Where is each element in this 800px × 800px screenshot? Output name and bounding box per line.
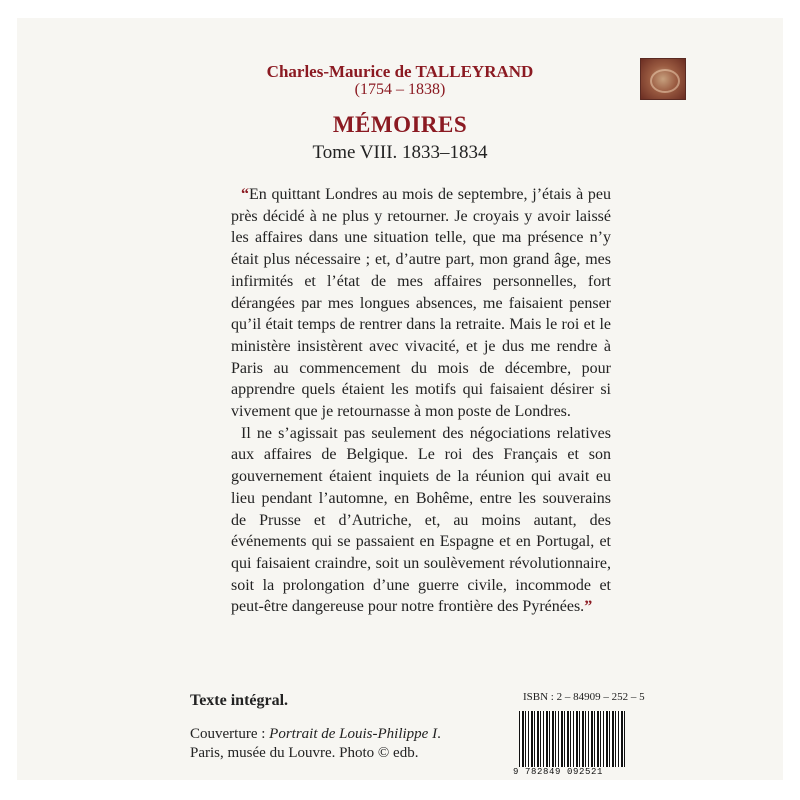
barcode-icon — [519, 711, 625, 767]
cover-suffix: . — [437, 726, 441, 742]
book-back-cover — [17, 18, 783, 780]
paragraph-2-text: Il ne s’agissait pas seulement des négociations relatives aux affaires de Belgique. Le roi des Français et son gouvernement étaient inquiets de la réunion qui avait eu lieu pendant l’automne, en Bohême, entre les souverains de Prusse et d’Autriche, et, au moins autant, des événements qui se passaient en Espagne et en Portugal, et qui faisaient craindre, soit un soulèvement révolutionnaire, soit la prolongation d’une guerre civile, incommode et peut-être dangereuse pour notre frontière des Pyrénées. — [231, 424, 611, 616]
author-dates: (1754 – 1838) — [354, 81, 446, 98]
open-quote: “ — [241, 186, 249, 203]
publisher-logo-icon — [640, 58, 686, 100]
book-subtitle: Tome VIII. 1833–1834 — [312, 142, 488, 163]
integral-text-label: Texte intégral. — [190, 692, 289, 709]
book-title: MÉMOIRES — [332, 112, 468, 137]
cover-credit-line — [190, 726, 441, 743]
author-name: Charles-Maurice de TALLEYRAND — [266, 62, 534, 81]
cover-painting-title: Portrait de Louis-Philippe I — [269, 726, 438, 742]
excerpt-paragraph-1 — [231, 184, 611, 423]
photo-credit-line: Paris, musée du Louvre. Photo © edb. — [190, 745, 419, 761]
barcode-number: 9 782849 092521 — [513, 767, 604, 777]
excerpt-text — [231, 184, 611, 618]
logo-ornament — [650, 69, 680, 93]
close-quote: ” — [584, 598, 593, 616]
excerpt-paragraph-2 — [231, 423, 611, 618]
isbn-text: ISBN : 2 – 84909 – 252 – 5 — [523, 691, 645, 703]
paragraph-1-text: En quittant Londres au mois de septembre, j’étais à peu près décidé à ne plus y retourner. Je croyais y avoir laissé les affaires dans une situation telle, que ma présence n’y était plus nécessaire ; et, d’autre part, mon grand âge, mes infirmités et l’état de mes affaires personnelles, fort dérangées par mes longues absences, me faisaient penser qu’il était temps de rentrer dans la retraite. Mais le roi et le ministère insistèrent avec vivacité, et je dus me rendre à Paris au commencement du mois de décembre, pour apprendre quels étaient les motifs qui faisaient désirer si vivement que je retournasse à mon poste de Londres. — [231, 186, 611, 421]
cover-prefix: Couverture : — [190, 726, 270, 742]
